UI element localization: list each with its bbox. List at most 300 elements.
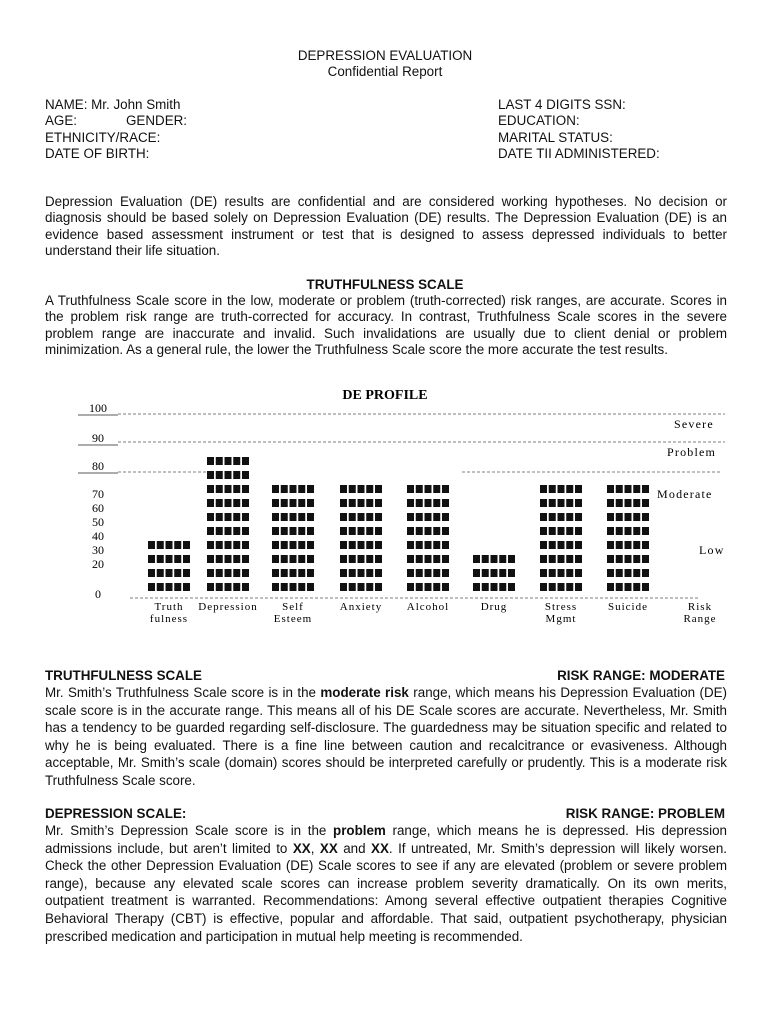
bar-segment — [340, 555, 347, 563]
bar-segment — [616, 569, 623, 577]
bar-segment — [616, 527, 623, 535]
bar-segment — [298, 513, 305, 521]
category-label: Esteem — [273, 613, 313, 625]
depression-result-heading: DEPRESSION SCALE: — [45, 806, 187, 821]
y-tick-label: 0 — [95, 587, 101, 601]
bar-segment — [281, 555, 288, 563]
bar-segment — [558, 527, 565, 535]
category-label: Truth — [154, 601, 184, 613]
bar-segment — [549, 485, 556, 493]
bar-segment — [216, 527, 223, 535]
category-label: Drug — [480, 601, 508, 613]
bar-segment — [407, 527, 414, 535]
bar-segment — [642, 583, 649, 591]
bar-segment — [499, 583, 506, 591]
bar-segment — [540, 583, 547, 591]
bar-segment — [540, 555, 547, 563]
bar-segment — [281, 583, 288, 591]
bar-segment — [416, 513, 423, 521]
report-title: DEPRESSION EVALUATION — [297, 48, 473, 63]
truth-scale-heading: TRUTHFULNESS SCALE — [306, 277, 464, 292]
bar-segment — [375, 555, 382, 563]
bar-segment — [633, 485, 640, 493]
bar-segment — [307, 583, 314, 591]
bar-segment — [482, 569, 489, 577]
bar-segment — [607, 513, 614, 521]
depression-result-risk: RISK RANGE: PROBLEM — [565, 806, 725, 821]
bar-segment — [642, 527, 649, 535]
bar-segment — [207, 541, 214, 549]
bar-segment — [233, 513, 240, 521]
bar-segment — [549, 541, 556, 549]
bar-segment — [349, 499, 356, 507]
bar-segment — [540, 527, 547, 535]
bar-segment — [407, 513, 414, 521]
bar-segment — [290, 527, 297, 535]
bar-segment — [233, 485, 240, 493]
bar-segment — [566, 513, 573, 521]
bar-segment — [549, 513, 556, 521]
bar-segment — [298, 541, 305, 549]
bar-segment — [558, 485, 565, 493]
field-dob: DATE OF BIRTH: — [45, 146, 150, 161]
bar-segment — [207, 527, 214, 535]
bar-segment — [216, 499, 223, 507]
bar-segment — [349, 527, 356, 535]
bar-segment — [307, 541, 314, 549]
bar-segment — [491, 569, 498, 577]
bar-segment — [272, 569, 279, 577]
bar-segment — [207, 513, 214, 521]
bar-segment — [607, 583, 614, 591]
risk-label: Problem — [667, 445, 717, 459]
bar-segment — [616, 555, 623, 563]
bar-segment — [433, 555, 440, 563]
bar-segment — [183, 541, 190, 549]
bar-segment — [290, 569, 297, 577]
bar-segment — [607, 569, 614, 577]
bar-segment — [225, 457, 232, 465]
bar-segment — [174, 541, 181, 549]
bar-segment — [625, 569, 632, 577]
category-label: Stress — [544, 601, 578, 613]
chart-title: DE PROFILE — [342, 388, 428, 403]
bar-segment — [366, 513, 373, 521]
bar-segment — [633, 527, 640, 535]
bar-segment — [358, 569, 365, 577]
bar-segment — [575, 583, 582, 591]
y-tick-label: 80 — [92, 459, 104, 473]
bar-segment — [642, 485, 649, 493]
bar-segment — [625, 541, 632, 549]
depression-text-2: range, which means he is depressed. His depression admissions include, but aren’t limited to — [45, 823, 727, 856]
bar-segment — [642, 555, 649, 563]
bar-segment — [272, 583, 279, 591]
bar-segment — [340, 499, 347, 507]
field-date-administered: DATE TII ADMINISTERED: — [498, 146, 660, 161]
risk-axis-label: Range — [683, 613, 717, 625]
bar-segment — [642, 569, 649, 577]
bar-segment — [307, 513, 314, 521]
y-tick-label: 70 — [92, 487, 104, 501]
bar-segment — [558, 569, 565, 577]
bar-segment — [407, 499, 414, 507]
field-education: EDUCATION: — [498, 113, 580, 128]
bar-segment — [607, 499, 614, 507]
bar-segment — [433, 527, 440, 535]
category-label: Depression — [198, 601, 258, 613]
bar-segment — [290, 541, 297, 549]
y-tick-label: 100 — [89, 401, 107, 415]
bar-segment — [407, 555, 414, 563]
depression-text-1: Mr. Smith’s Depression Scale score is in the — [45, 823, 334, 838]
bar-segment — [633, 499, 640, 507]
bar-segment — [425, 499, 432, 507]
field-gender: GENDER: — [126, 113, 188, 128]
bar-segment — [366, 485, 373, 493]
bar-segment — [575, 499, 582, 507]
bar-segment — [307, 527, 314, 535]
field-ethnicity: ETHNICITY/RACE: — [45, 130, 161, 145]
bar-segment — [225, 499, 232, 507]
bar-segment — [607, 485, 614, 493]
bar-segment — [575, 513, 582, 521]
bar-segment — [242, 569, 249, 577]
bar-segment — [549, 499, 556, 507]
bar-segment — [625, 513, 632, 521]
bar-segment — [433, 583, 440, 591]
truth-scale-description: A Truthfulness Scale score in the low, moderate or problem (truth-corrected) risk ranges, are accurate. Scores in the problem risk range are truth-corrected for accuracy. In contrast, Truthfulness Scale scores in the severe problem range are inaccurate and invalid. Such invalidations are usually due to client denial or problem minimization. As a general rule, the lower the Truthfulness Scale score the more accurate the test results. — [45, 293, 727, 357]
bar-segment — [642, 541, 649, 549]
bar-segment — [407, 541, 414, 549]
bar-segment — [549, 555, 556, 563]
bar-segment — [575, 527, 582, 535]
bar-segment — [174, 583, 181, 591]
bar-segment — [298, 569, 305, 577]
bar-segment — [366, 569, 373, 577]
bar-segment — [375, 527, 382, 535]
bar-segment — [233, 569, 240, 577]
bar-segment — [281, 569, 288, 577]
bar-segment — [442, 555, 449, 563]
bar-segment — [148, 541, 155, 549]
bar-segment — [549, 583, 556, 591]
bar-segment — [166, 569, 173, 577]
bar-segment — [298, 499, 305, 507]
bar-segment — [549, 527, 556, 535]
depression-text-3: , — [310, 840, 320, 856]
bar-segment — [166, 583, 173, 591]
bar-segment — [242, 499, 249, 507]
bar-segment — [157, 569, 164, 577]
bar-segment — [148, 569, 155, 577]
bar-segment — [366, 583, 373, 591]
bar-segment — [633, 513, 640, 521]
depression-result-header — [45, 806, 725, 821]
bar-segment — [242, 555, 249, 563]
category-label: fulness — [149, 613, 189, 625]
y-tick-label: 90 — [92, 431, 104, 445]
bar-segment — [216, 569, 223, 577]
depression-bold-2: XX — [292, 840, 311, 856]
bar-segment — [340, 541, 347, 549]
bar-segment — [366, 527, 373, 535]
bar-segment — [416, 527, 423, 535]
bar-segment — [575, 541, 582, 549]
de-profile-chart — [0, 380, 770, 640]
bar-segment — [407, 583, 414, 591]
bar-segment — [233, 471, 240, 479]
bar-segment — [442, 499, 449, 507]
bar-segment — [233, 457, 240, 465]
bar-segment — [290, 485, 297, 493]
bar-segment — [207, 457, 214, 465]
bar-segment — [625, 527, 632, 535]
bar-segment — [416, 541, 423, 549]
bar-segment — [183, 555, 190, 563]
bar-segment — [233, 555, 240, 563]
bar-segment — [225, 513, 232, 521]
bar-segment — [216, 457, 223, 465]
bar-segment — [625, 485, 632, 493]
bar-segment — [433, 541, 440, 549]
bar-segment — [473, 555, 480, 563]
bar-segment — [616, 541, 623, 549]
bar-segment — [425, 541, 432, 549]
bar-segment — [442, 569, 449, 577]
bar-segment — [174, 569, 181, 577]
bar-segment — [298, 485, 305, 493]
bar-segment — [307, 555, 314, 563]
bar-segment — [366, 499, 373, 507]
bar-segment — [607, 527, 614, 535]
bar-segment — [358, 499, 365, 507]
depression-text-4: and — [337, 840, 372, 856]
bar-segment — [566, 583, 573, 591]
bar-segment — [633, 569, 640, 577]
depression-result-paragraph — [45, 822, 727, 945]
bar-segment — [349, 485, 356, 493]
bar-segment — [340, 513, 347, 521]
bar-segment — [207, 499, 214, 507]
bar-segment — [242, 457, 249, 465]
bar-segment — [375, 499, 382, 507]
risk-label: Moderate — [657, 487, 713, 501]
bar-segment — [242, 471, 249, 479]
bar-segment — [416, 499, 423, 507]
field-marital: MARITAL STATUS: — [498, 130, 613, 145]
bar-segment — [566, 555, 573, 563]
bar-segment — [416, 555, 423, 563]
bar-segment — [340, 569, 347, 577]
bar-segment — [233, 583, 240, 591]
bar-segment — [499, 555, 506, 563]
bar-segment — [491, 583, 498, 591]
bar-segment — [558, 499, 565, 507]
bar-segment — [482, 555, 489, 563]
bar-segment — [566, 541, 573, 549]
category-label: Suicide — [608, 601, 648, 613]
field-ssn: LAST 4 DIGITS SSN: — [498, 97, 626, 112]
bar-segment — [607, 541, 614, 549]
bar-segment — [540, 499, 547, 507]
bar-segment — [425, 527, 432, 535]
intro-paragraph: Depression Evaluation (DE) results are confidential and are considered working hypotheses. No decision or diagnosis should be based solely on Depression Evaluation (DE) results. The Depression Evaluation (DE) is an evidence based assessment instrument or test that is designed to assess depressed individuals to better understand their life situation. — [45, 194, 727, 258]
bar-segment — [633, 541, 640, 549]
bar-segment — [281, 513, 288, 521]
bar-segment — [540, 513, 547, 521]
bar-segment — [566, 485, 573, 493]
bar-segment — [225, 485, 232, 493]
bar-segment — [242, 527, 249, 535]
bar-segment — [616, 513, 623, 521]
bar-segment — [433, 485, 440, 493]
bar-segment — [225, 555, 232, 563]
bar-segment — [272, 499, 279, 507]
bar-segment — [225, 541, 232, 549]
bar-segment — [566, 499, 573, 507]
bar-segment — [225, 471, 232, 479]
depression-bold-1: problem — [333, 823, 386, 838]
bar-segment — [358, 527, 365, 535]
bar-segment — [366, 555, 373, 563]
truth-result-bold-1: moderate risk — [320, 685, 409, 700]
bar-segment — [281, 527, 288, 535]
bar-segment — [174, 555, 181, 563]
bar-segment — [340, 485, 347, 493]
bar-segment — [499, 569, 506, 577]
bar-segment — [375, 513, 382, 521]
report-subtitle: Confidential Report — [327, 64, 443, 79]
bar-segment — [473, 569, 480, 577]
bar-segment — [207, 555, 214, 563]
bar-segment — [233, 499, 240, 507]
bar-segment — [233, 541, 240, 549]
bar-segment — [157, 555, 164, 563]
depression-bold-4: XX — [371, 840, 389, 856]
bar-segment — [549, 569, 556, 577]
bar-segment — [349, 555, 356, 563]
truth-result-risk: RISK RANGE: MODERATE — [557, 668, 725, 683]
bar-segment — [433, 569, 440, 577]
y-tick-label: 50 — [92, 515, 104, 529]
bar-segment — [242, 541, 249, 549]
bar-segment — [375, 583, 382, 591]
bar-segment — [166, 541, 173, 549]
bar-segment — [340, 583, 347, 591]
bar-segment — [207, 583, 214, 591]
bar-segment — [416, 583, 423, 591]
bar-segment — [358, 513, 365, 521]
bar-segment — [442, 541, 449, 549]
bar-segment — [349, 513, 356, 521]
depression-text-5: . If untreated, Mr. Smith’s depression will likely worsen. Check the other Depression Evaluation (DE) Scale scores to see if any are elevated (problem or severe problem range), because any elevated scale scores can increase problem severity dramatically. On its own merits, outpatient treatment is warranted. Recommendations: Among several effective outpatient therapies Cognitive Behavioral Therapy (CBT) is effective, popular and affordable. That said, outpatient psychotherapy, physician prescribed medication and participation in mutual help meeting is recommended. — [45, 840, 727, 944]
bar-segment — [473, 583, 480, 591]
bar-segment — [225, 569, 232, 577]
bar-segment — [607, 555, 614, 563]
bar-segment — [433, 499, 440, 507]
bar-segment — [508, 555, 515, 563]
risk-label: Low — [699, 543, 725, 557]
bar-segment — [216, 583, 223, 591]
bar-segment — [575, 485, 582, 493]
bar-segment — [566, 527, 573, 535]
bar-segment — [272, 485, 279, 493]
bar-segment — [298, 527, 305, 535]
bar-segment — [242, 513, 249, 521]
bar-segment — [625, 583, 632, 591]
y-tick-label: 20 — [92, 557, 104, 571]
bar-segment — [207, 569, 214, 577]
risk-label: Severe — [674, 417, 714, 431]
risk-axis-label: Risk — [687, 601, 713, 613]
field-name: NAME: Mr. John Smith — [45, 97, 181, 112]
bar-segment — [375, 569, 382, 577]
bar-segment — [558, 583, 565, 591]
bar-segment — [625, 499, 632, 507]
bar-segment — [407, 485, 414, 493]
bar-segment — [233, 527, 240, 535]
y-tick-label: 30 — [92, 543, 104, 557]
bar-segment — [148, 583, 155, 591]
bar-segment — [166, 555, 173, 563]
bar-segment — [358, 541, 365, 549]
bar-segment — [508, 583, 515, 591]
bar-segment — [625, 555, 632, 563]
y-tick-label: 60 — [92, 501, 104, 515]
bar-segment — [157, 541, 164, 549]
bar-segment — [358, 485, 365, 493]
bar-segment — [642, 513, 649, 521]
bar-segment — [442, 485, 449, 493]
bar-segment — [491, 555, 498, 563]
bar-segment — [442, 513, 449, 521]
bar-segment — [482, 583, 489, 591]
bar-segment — [290, 555, 297, 563]
bar-segment — [616, 485, 623, 493]
category-label: Mgmt — [545, 613, 577, 625]
bar-segment — [416, 569, 423, 577]
bar-segment — [349, 541, 356, 549]
bar-segment — [558, 541, 565, 549]
bar-segment — [290, 513, 297, 521]
bar-segment — [290, 499, 297, 507]
bar-segment — [558, 555, 565, 563]
bar-segment — [349, 583, 356, 591]
bar-segment — [575, 569, 582, 577]
bar-segment — [425, 513, 432, 521]
bar-segment — [425, 583, 432, 591]
bar-segment — [157, 583, 164, 591]
bar-segment — [358, 555, 365, 563]
truth-result-heading: TRUTHFULNESS SCALE — [45, 668, 202, 683]
bar-segment — [540, 541, 547, 549]
bar-segment — [272, 527, 279, 535]
bar-segment — [281, 485, 288, 493]
bar-segment — [416, 485, 423, 493]
category-label: Anxiety — [339, 601, 383, 613]
bar-segment — [540, 569, 547, 577]
bar-segment — [290, 583, 297, 591]
bar-segment — [298, 555, 305, 563]
bar-segment — [366, 541, 373, 549]
bar-segment — [281, 499, 288, 507]
bar-segment — [616, 499, 623, 507]
bar-segment — [358, 583, 365, 591]
bar-segment — [183, 583, 190, 591]
bar-segment — [340, 527, 347, 535]
y-tick-label: 40 — [92, 529, 104, 543]
